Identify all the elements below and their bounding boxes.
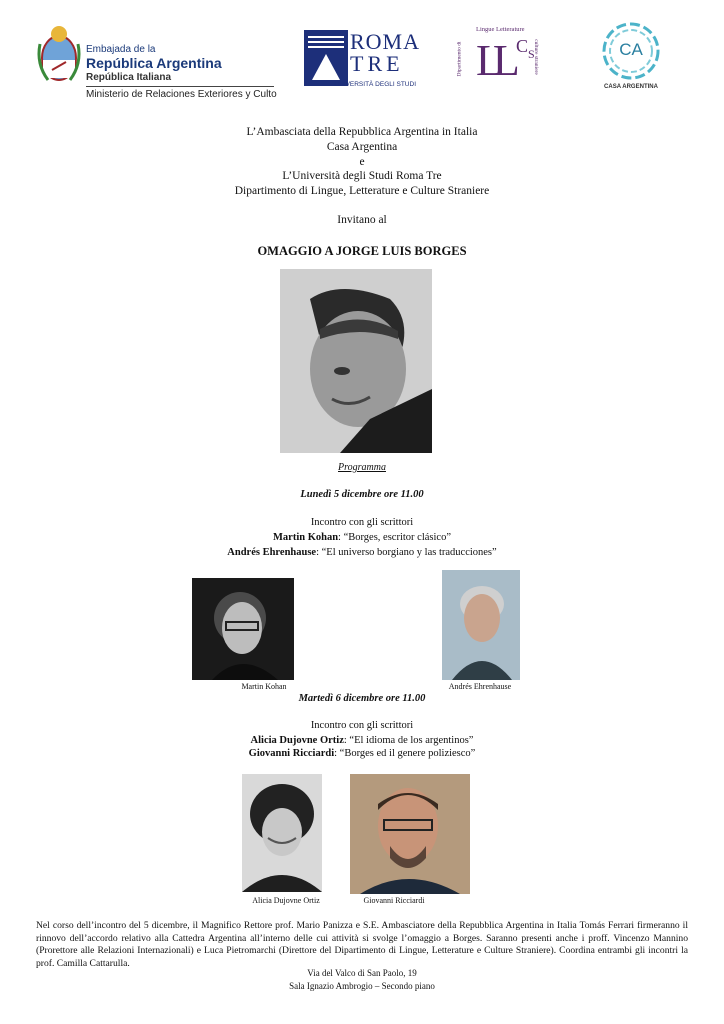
romatre-columns-icon [304,30,348,86]
borges-portrait [280,269,432,453]
romatre-sub: UNIVERSITÀ DEGLI STUDI [334,81,416,88]
invitation-line3: e [359,156,365,168]
embassy-logo-line3: República Italiana [86,72,172,83]
caption-martin-kohan: Martin Kohan [241,682,287,691]
day2-speaker2 [0,746,724,761]
martin-kohan-image [192,578,294,680]
day1-date: Lunedì 5 dicembre ore 11.00 [300,489,424,500]
embassy-logo [34,24,277,108]
photo-andres-ehrenhause [442,570,520,680]
llcs-left-text: Dipartimento di [456,41,463,77]
alicia-dujovne-ortiz-image [242,774,322,892]
embassy-logo-line1: Embajada de la [86,44,156,55]
argentina-coat-of-arms-icon [34,24,84,86]
romatre-word2: TRE [350,51,404,76]
invitation-invite: Invitano al [337,214,387,226]
romatre-logo [304,29,421,92]
ca-mark: CA [619,40,643,59]
romatre-word1: ROMA [350,29,421,54]
day1-speaker2-talk: : “El universo borgiano y las traducciones” [316,547,497,558]
day2-speaker2-name: Giovanni Ricciardi [248,748,335,759]
event-title: OMAGGIO A JORGE LUIS BORGES [257,244,467,258]
llcs-mark: LL [476,36,510,85]
photo-alicia-dujovne-ortiz [242,774,322,892]
photo-giovanni-ricciardi [350,774,470,894]
day2-speaker2-talk: : “Borges ed il genere poliziesco” [334,748,476,759]
llcs-right-text: culture straniere [532,39,539,75]
caption-giovanni-ricciardi: Giovanni Ricciardi [363,896,425,905]
invitation-line4: L’Università degli Studi Roma Tre [282,170,442,182]
casa-argentina-logo [596,20,666,98]
embassy-logo-divider [86,86,274,87]
day1-speaker1-name: Martin Kohan [273,532,339,543]
embassy-logo-line4: Ministerio de Relaciones Exteriores y Culto [86,89,277,100]
day2-intro: Incontro con gli scrittori [310,720,414,731]
programma-heading: Programma [338,462,386,473]
day1-intro: Incontro con gli scrittori [310,517,414,528]
llcs-top-text: Lingue Letterature [476,26,525,33]
day1-speaker1-talk: : “Borges, escritor clásico” [338,532,451,543]
day1-speaker2-name: Andrés Ehrenhause [227,547,317,558]
invitation-line5: Dipartimento di Lingue, Letterature e Culture Straniere [234,185,490,197]
embassy-logo-line2: República Argentina [86,55,222,71]
invitation-line2: Casa Argentina [326,141,398,153]
day2-date: Martedì 6 dicembre ore 11.00 [298,693,426,704]
day1-speaker1 [0,530,724,545]
giovanni-ricciardi-image [350,774,470,894]
ca-sub: CASA ARGENTINA [604,84,658,90]
day1-speaker2 [0,545,724,560]
photo-martin-kohan [192,578,294,680]
invitation-line1: L’Ambasciata della Repubblica Argentina in Italia [246,126,478,138]
day2-speaker1-talk: : “El idioma de los argentinos” [343,735,474,746]
footer-address2: Sala Ignazio Ambrogio – Secondo piano [289,981,435,991]
caption-alicia-dujovne-ortiz: Alicia Dujovne Ortiz [252,896,320,905]
llcs-cs-mark: $C_S$ [516,36,535,61]
caption-andres-ehrenhause: Andrés Ehrenhause [448,682,512,691]
andres-ehrenhause-image [442,570,520,680]
borges-portrait-image [280,269,432,453]
footer-address1: Via del Valco di San Paolo, 19 [307,968,417,978]
footer-paragraph: Nel corso dell’incontro del 5 dicembre, il Magnifico Rettore prof. Mario Panizza e S.E. Ambasciatore della Repubblica Argentina in Italia Tomás Ferrari firmeranno il rinnovo dell’accordo relativo alla Cattedra Argentina all’interno delle cui attività si svolge l’omaggio a Borges. Saranno presenti anche i proff. Vincenzo Mannino (Prorettore alle Relazioni Internazionali) e Luca Pietromarchi (Direttore del Dipartimento di Lingue, Letterature e Culture Straniere). Coordina entrambi gli incontri la prof. Camilla Cattarulla. [36,920,688,969]
day2-speaker1-name: Alicia Dujovne Ortiz [250,735,344,746]
llcs-logo [458,26,550,92]
